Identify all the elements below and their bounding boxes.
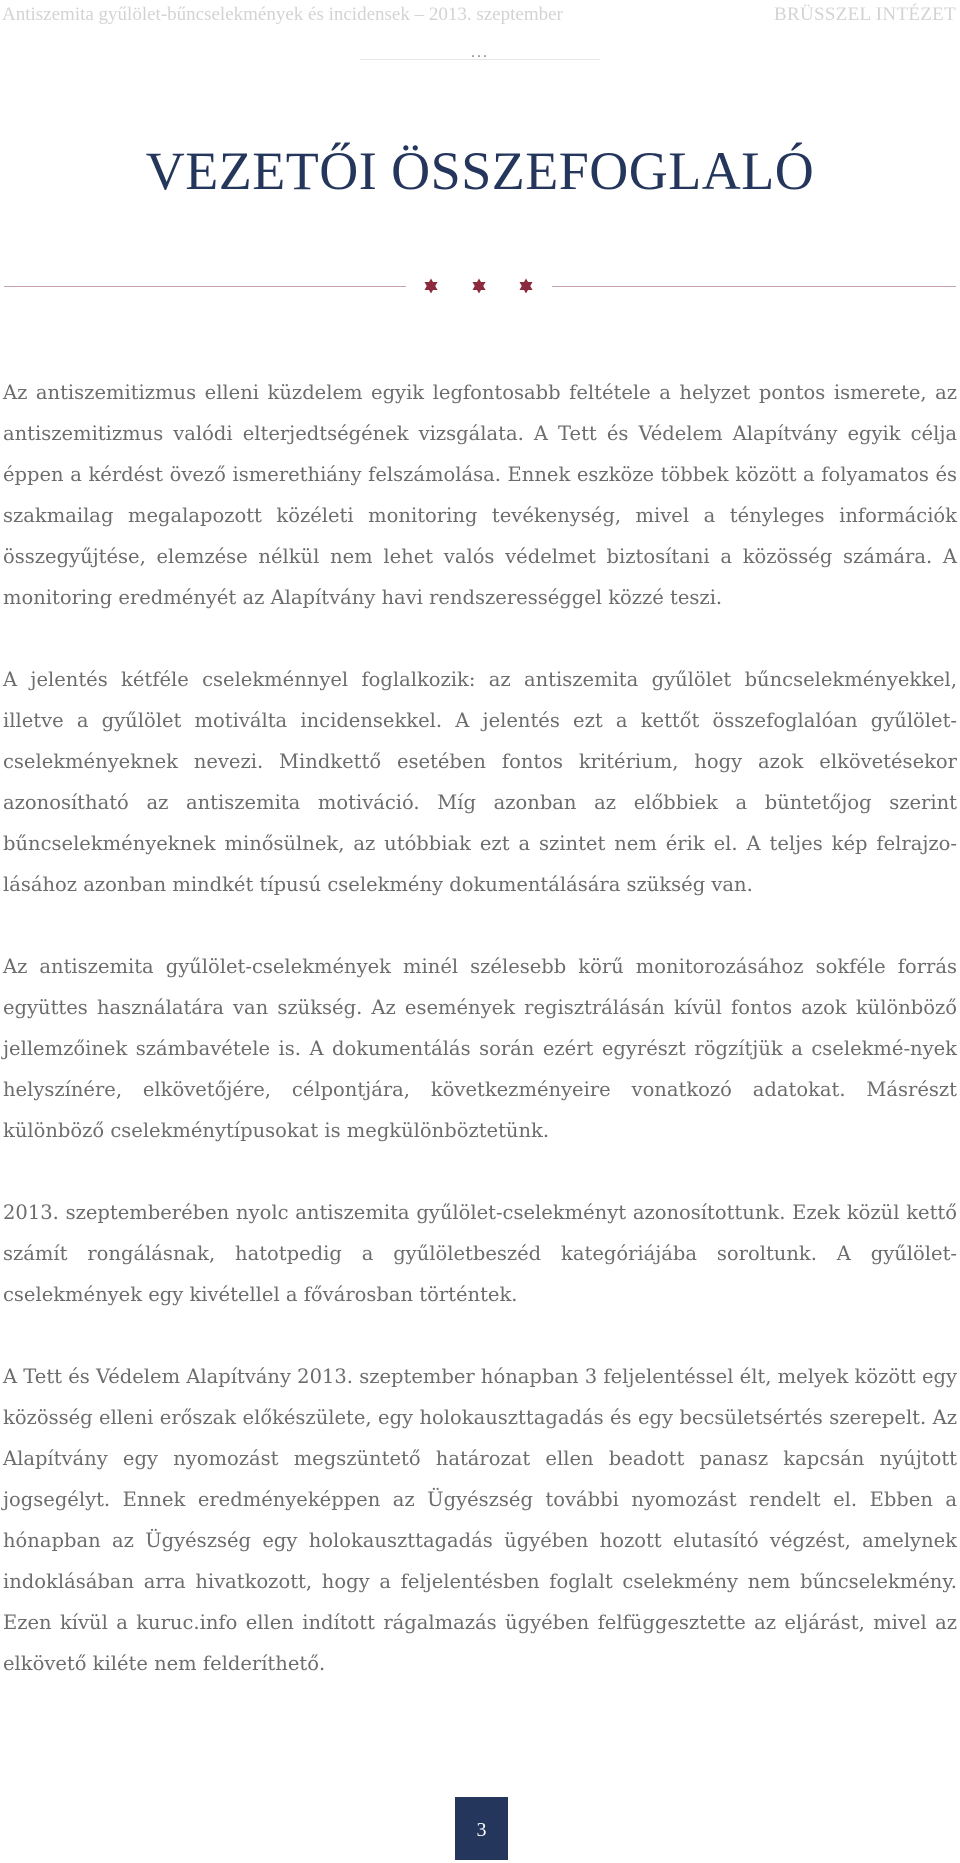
running-header	[0, 4, 960, 30]
ornament-dots: ...	[471, 44, 489, 61]
page-number: 3	[455, 1797, 508, 1860]
summary-body	[3, 372, 957, 1725]
divider-rule-left	[4, 286, 406, 287]
paragraph-definitions: A jelentés kétféle cselekménnyel foglalkozik: az antiszemita gyűlölet bűncselekményekkel, illetve a gyűlölet motiválta incidensekkel. A jelentés ezt a kettőt összefoglalóan gyűlölet-cselekményeknek nevezi. Mindkettő esetében fontos kritérium, hogy azok elkövetésekor azonosítható az antiszemita motiváció. Míg azonban az előbbiek a büntetőjog szerint bűncselekményeknek minősülnek, az utóbbiak ezt a szintet nem érik el. A teljes kép felrajzo-lásához azonban mindkét típusú cselekmény dokumentálására szükség van.	[3, 668, 957, 896]
paragraph-findings: 2013. szeptemberében nyolc antiszemita gyűlölet-cselekményt azonosítottunk. Ezek közül kettő számít rongálásnak, hatotpedig a gyűlöletbeszéd kategóriájába soroltunk. A gyűlölet-cselekmények egy kivétellel a fővárosban történtek.	[3, 1201, 957, 1306]
star-of-david-icon	[471, 278, 487, 294]
paragraph-methodology: Az antiszemita gyűlölet-cselekmények minél szélesebb körű monitorozásához sokféle forrás együttes használatára van szükség. Az események regisztrálásán kívül fontos azok különböző jellemzőinek számbavétele is. A dokumentálás során ezért egyrészt rögzítjük a cselekmé-nyek helyszínére, elkövetőjére, célpontjára, következményeire vonatkozó adatokat. Másrészt különböző cselekménytípusokat is megkülönböztetünk.	[3, 955, 957, 1142]
header-organization: BRÜSSZEL INTÉZET	[774, 4, 956, 25]
paragraph-intro: Az antiszemitizmus elleni küzdelem egyik legfontosabb feltétele a helyzet pontos ismerete, az antiszemitizmus valódi elterjedtségének vizsgálata. A Tett és Védelem Alapítvány egyik célja éppen a kérdést övező ismerethiány felszámolása. Ennek eszköze többek között a folyamatos és szakmailag megalapozott közéleti monitoring tevékenység, mivel a tényleges információk összegyűjtése, elemzése nélkül nem lehet valós védelmet biztosítani a közösség számára. A monitoring eredményét az Alapítvány havi rendszerességgel közzé teszi.	[3, 381, 957, 609]
ornament-dot-rule	[360, 44, 600, 64]
paragraph-legal-actions: A Tett és Védelem Alapítvány 2013. szeptember hónapban 3 feljelentéssel élt, melyek között egy közösség elleni erőszak előkészülete, egy holokauszttagadás és egy becsületsértés szerepelt. Az Alapítvány egy nyomozást megszüntető határozat ellen beadott panasz kapcsán nyújtott jogsegélyt. Ennek eredményeképpen az Ügyészség további nyomozást rendelt el. Ebben a hónapban az Ügyészség egy holokauszttagadás ügyében hozott elutasító végzést, amelynek indoklásában arra hivatkozott, hogy a feljelentésben foglalt cselekmény nem bűncselekmény. Ezen kívül a kuruc.info ellen indított rágalmazás ügyében felfüggesztette az eljárást, mivel az elkövető kiléte nem felderíthető.	[3, 1365, 957, 1675]
star-divider	[0, 278, 960, 294]
section-title: VEZETŐI ÖSSZEFOGLALÓ	[145, 141, 815, 201]
divider-rule-right	[552, 286, 956, 287]
header-document-title: Antiszemita gyűlölet-bűncselekmények és incidensek – 2013. szeptember	[2, 4, 563, 25]
star-of-david-icon	[423, 278, 439, 294]
star-of-david-icon	[518, 278, 534, 294]
